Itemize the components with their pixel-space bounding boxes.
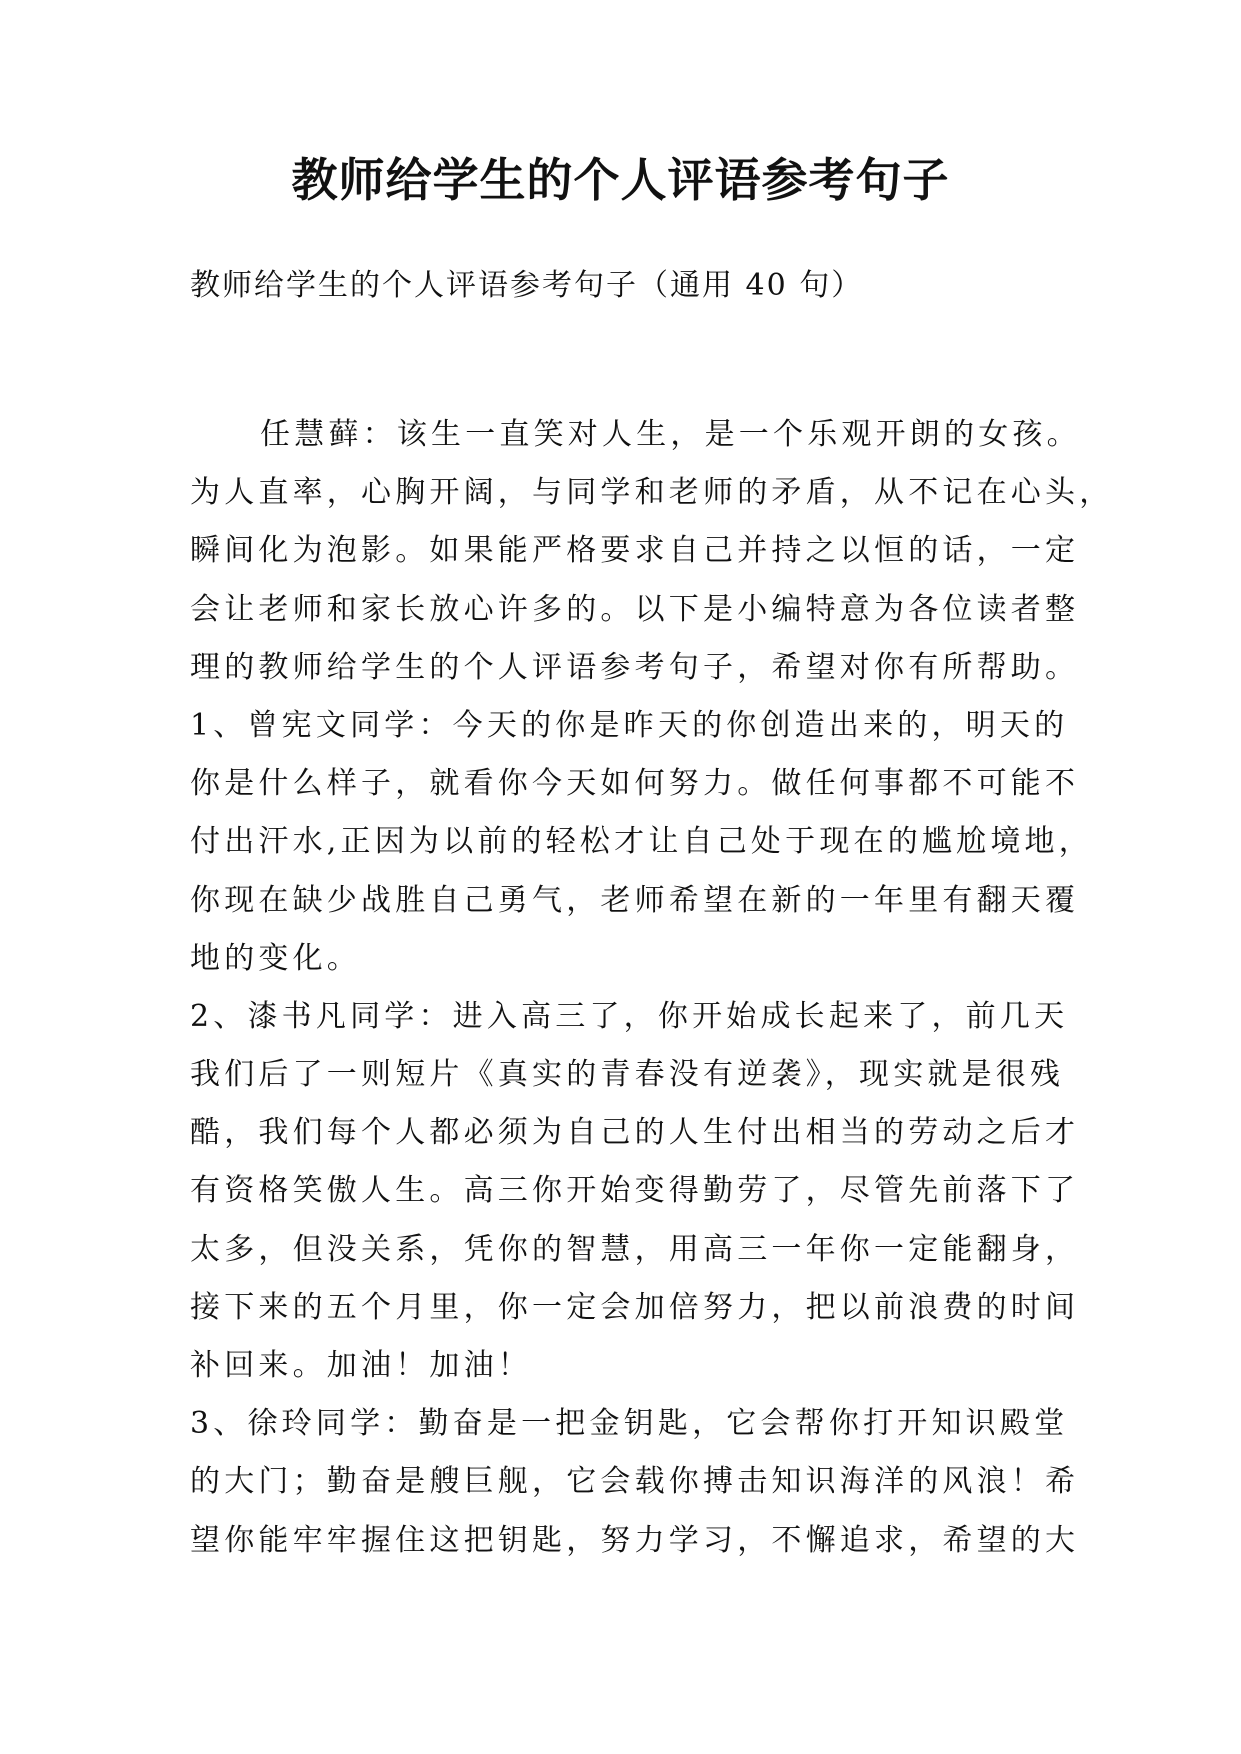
- body-line: 酷，我们每个人都必须为自己的人生付出相当的劳动之后才: [190, 1115, 1080, 1151]
- body-line: 的大门；勤奋是艘巨舰，它会载你搏击知识海洋的风浪！希: [190, 1464, 1080, 1500]
- body-line: 付出汗水,正因为以前的轻松才让自己处于现在的尴尬境地，: [190, 824, 1093, 860]
- body-line: 瞬间化为泡影。如果能严格要求自己并持之以恒的话，一定: [190, 533, 1080, 569]
- body-line: 望你能牢牢握住这把钥匙，努力学习，不懈追求，希望的大: [190, 1522, 1080, 1558]
- body-line: 3、徐玲同学：勤奋是一把金钥匙，它会帮你打开知识殿堂: [190, 1406, 1069, 1442]
- body-line: 会让老师和家长放心许多的。以下是小编特意为各位读者整: [190, 591, 1080, 627]
- document-title: 教师给学生的个人评语参考句子: [291, 153, 950, 207]
- body-line: 理的教师给学生的个人评语参考句子，希望对你有所帮助。: [190, 649, 1080, 685]
- body-line: 太多，但没关系，凭你的智慧，用高三一年你一定能翻身，: [190, 1231, 1080, 1267]
- body-line: 为人直率，心胸开阔，与同学和老师的矛盾，从不记在心头，: [190, 475, 1114, 511]
- document-subtitle: 教师给学生的个人评语参考句子（通用 40 句）: [190, 268, 864, 303]
- body-line: 接下来的五个月里，你一定会加倍努力，把以前浪费的时间: [190, 1289, 1080, 1325]
- document-body: [190, 406, 1114, 1570]
- body-line: 地的变化。: [190, 940, 361, 976]
- body-line: 你是什么样子，就看你今天如何努力。做任何事都不可能不: [190, 766, 1080, 802]
- body-line: 有资格笑傲人生。高三你开始变得勤劳了，尽管先前落下了: [190, 1173, 1080, 1209]
- body-line: 你现在缺少战胜自己勇气，老师希望在新的一年里有翻天覆: [190, 882, 1080, 918]
- body-line: 1、曾宪文同学：今天的你是昨天的你创造出来的，明天的: [190, 707, 1069, 743]
- body-line: 补回来。加油！加油！: [190, 1348, 532, 1383]
- body-line: 我们后了一则短片《真实的青春没有逆袭》，现实就是很残: [190, 1057, 1065, 1093]
- body-line: 2、漆书凡同学：进入高三了，你开始成长起来了，前几天: [190, 998, 1069, 1034]
- body-line: 任慧藓：该生一直笑对人生，是一个乐观开朗的女孩。: [260, 417, 1081, 452]
